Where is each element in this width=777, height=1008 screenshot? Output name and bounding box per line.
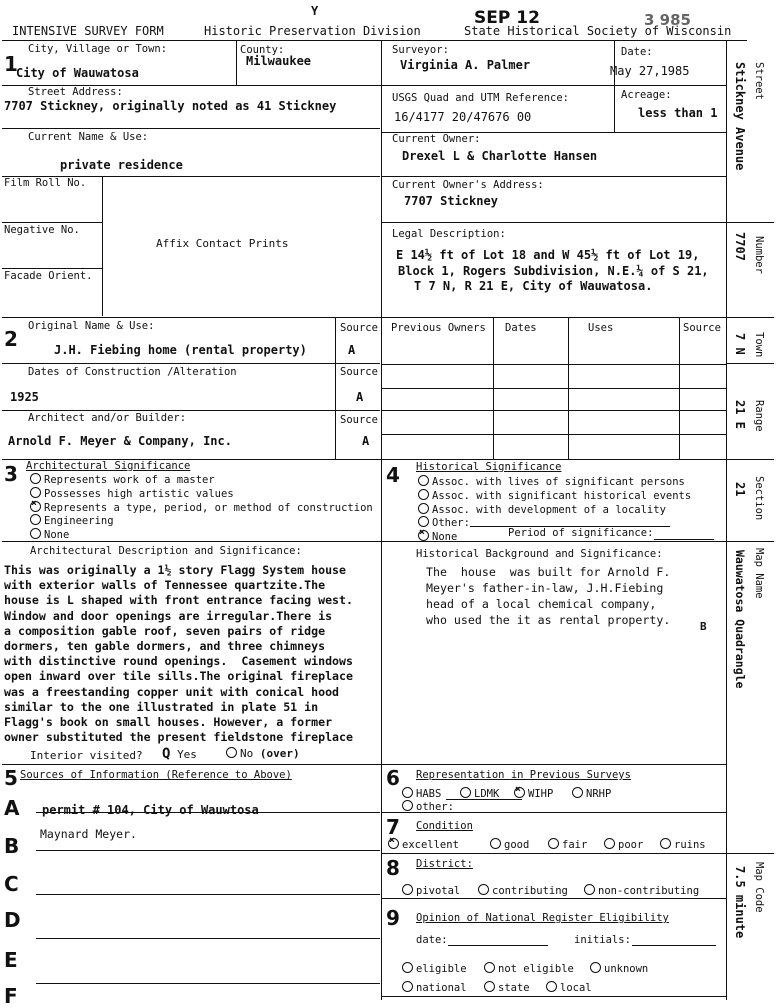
section-1-number: 1: [4, 52, 18, 76]
dates-label: Dates of Construction /Alteration: [28, 366, 237, 378]
dates-source: A: [356, 390, 364, 404]
county-label: County:: [240, 44, 285, 56]
sidebar-street-value: Stickney Avenue: [733, 62, 747, 171]
usgs-value: 16/4177 20/47676 00: [394, 110, 532, 124]
source-letter-e: E: [4, 948, 18, 972]
division: Historic Preservation Division: [204, 24, 421, 38]
sidebar-map-code-value: 7.5 minute: [733, 866, 747, 939]
street-label: Street Address:: [28, 86, 123, 98]
prev-source-header: Source: [683, 322, 721, 334]
prev-uses-header: Uses: [588, 322, 614, 334]
hist-significance-title: Historical Significance: [416, 461, 562, 473]
source-letter-c: C: [4, 872, 19, 896]
current-name-value: private residence: [60, 158, 183, 172]
district-non-contributing[interactable]: non-contributing: [584, 884, 699, 897]
section-5-number: 5: [4, 766, 18, 790]
legal-line-1: E 14½ ft of Lot 18 and W 45½ ft of Lot 19,: [396, 248, 700, 262]
arch-significance-title: Architectural Significance: [26, 460, 191, 472]
sidebar-number-label: Number: [753, 236, 765, 274]
usgs-label: USGS Quad and UTM Reference:: [392, 92, 570, 104]
hist-option-locality[interactable]: Assoc. with development of a locality: [418, 503, 691, 517]
owner-address-value: 7707 Stickney: [404, 194, 498, 208]
section-9-number: 9: [386, 906, 400, 930]
condition-excellent[interactable]: ×excellent: [388, 838, 459, 851]
district-contributing[interactable]: contributing: [478, 884, 568, 897]
original-name-source: A: [348, 343, 356, 357]
dates-value: 1925: [10, 390, 39, 404]
condition-fair[interactable]: fair: [548, 838, 587, 851]
owner-value: Drexel L & Charlotte Hansen: [402, 149, 598, 163]
source-label-3: Source: [340, 414, 378, 426]
survey-ldmk[interactable]: LDMK: [460, 787, 499, 800]
source-b-text: Maynard Meyer.: [40, 827, 137, 841]
street-value: 7707 Stickney, originally noted as 41 Stickney: [4, 99, 337, 113]
condition-poor[interactable]: poor: [604, 838, 643, 851]
acreage-value: less than 1: [638, 106, 718, 120]
prev-surveys-title: Representation in Previous Surveys: [416, 769, 631, 781]
elig-national[interactable]: national: [402, 981, 467, 994]
sidebar-section-label: Section: [753, 476, 765, 521]
film-roll-label: Film Roll No.: [4, 177, 87, 189]
elig-eligible[interactable]: eligible: [402, 962, 467, 975]
section-2-number: 2: [4, 327, 18, 351]
legal-line-3: T 7 N, R 21 E, City of Wauwatosa.: [414, 279, 653, 293]
interior-yes[interactable]: Q Yes: [162, 746, 197, 762]
surveyor-label: Surveyor:: [392, 44, 449, 56]
county-value: Milwaukee: [246, 54, 312, 68]
owner-label: Current Owner:: [392, 133, 481, 145]
date-value: May 27,1985: [610, 64, 690, 78]
arch-option-none[interactable]: None: [30, 528, 373, 542]
survey-habs[interactable]: HABS: [402, 787, 441, 800]
district-pivotal[interactable]: pivotal: [402, 884, 460, 897]
society: State Historical Society of Wisconsin: [464, 24, 732, 38]
sidebar-street-label: Street: [753, 62, 765, 100]
architect-label: Architect and/or Builder:: [28, 412, 187, 424]
eligibility-date-label: date:: [416, 934, 448, 946]
sidebar-range-value: 21 E: [733, 400, 747, 429]
source-letter-f: F: [4, 984, 18, 1008]
hist-background-mark: B: [700, 620, 707, 633]
sidebar-town-label: Town: [753, 332, 765, 358]
section-7-number: 7: [386, 815, 400, 839]
survey-other[interactable]: other:: [402, 800, 454, 813]
elig-local[interactable]: local: [546, 981, 592, 994]
condition-ruins[interactable]: ruins: [660, 838, 706, 851]
hist-option-none[interactable]: ×None: [418, 530, 691, 544]
architect-source: A: [362, 434, 370, 448]
source-letter-b: B: [4, 834, 20, 858]
section-4-number: 4: [386, 463, 400, 487]
owner-address-label: Current Owner's Address:: [392, 179, 544, 191]
arch-option-engineering[interactable]: Engineering: [30, 514, 373, 528]
source-a-text: permit # 104, City of Wauwtosa: [42, 803, 259, 817]
prev-dates-header: Dates: [505, 322, 537, 334]
prev-owners-header: Previous Owners: [391, 322, 486, 334]
hist-background-text: The house was built for Arnold F. Meyer's father-in-law, J.H.Fiebing head of a local chemical company, who used the it as rental property.: [426, 565, 671, 627]
current-name-label: Current Name & Use:: [28, 131, 149, 143]
sources-title: Sources of Information (Reference to Above): [20, 769, 292, 781]
acreage-label: Acreage:: [621, 89, 672, 101]
source-label-1: Source: [340, 322, 378, 334]
arch-description-text: This was originally a 1½ story Flagg System house with exterior walls of Tennessee quartzite.The house is L shaped with front entrance facing west. Window and door openings are irregular.There is a composition gable roof, seven pairs of ridge dormers, ten gable dormers, and three chimneys with distinctive round openings. Casement windows open inward over tile sills.The original fireplace was a freestanding copper unit with conical hood similar to the one illustrated in plate 51 in Flagg's book on small houses. However, a former owner substituted the present fieldstone fireplace: [4, 563, 354, 745]
arch-significance-options: [30, 473, 373, 542]
source-letter-a: A: [4, 796, 20, 820]
original-name-label: Original Name & Use:: [28, 320, 155, 332]
condition-good[interactable]: good: [490, 838, 529, 851]
hist-option-other[interactable]: Other:: [418, 516, 691, 530]
legal-line-2: Block 1, Rogers Subdivision, N.E.¼ of S 21,: [398, 264, 709, 278]
survey-nrhp[interactable]: NRHP: [572, 787, 611, 800]
negative-label: Negative No.: [4, 224, 80, 236]
hist-background-label: Historical Background and Significance:: [416, 548, 663, 560]
district-title: District:: [416, 858, 473, 870]
interior-no[interactable]: No (over): [226, 747, 300, 760]
survey-wihp[interactable]: × WIHP: [514, 787, 553, 800]
received-stamp-extra: 3 985: [644, 11, 691, 29]
arch-option-master[interactable]: Represents work of a master: [30, 473, 373, 487]
facade-label: Facade Orient.: [4, 270, 93, 282]
sidebar-map-name-value: Wauwatosa Quadrangle: [733, 550, 747, 689]
architect-value: Arnold F. Meyer & Company, Inc.: [8, 434, 232, 448]
arch-description-label: Architectural Description and Significance:: [30, 545, 302, 557]
condition-title: Condition: [416, 820, 473, 832]
sidebar-town-value: 7 N: [733, 333, 747, 355]
form-title: INTENSIVE SURVEY FORM: [12, 24, 164, 38]
period-label: Period of significance:: [508, 527, 654, 539]
city-value: City of Wauwatosa: [16, 66, 139, 80]
elig-state[interactable]: state: [484, 981, 530, 994]
top-mark: Y: [311, 4, 319, 18]
source-label-2: Source: [340, 366, 378, 378]
date-label: Date:: [621, 46, 653, 58]
eligibility-title: Opinion of National Register Eligibility: [416, 912, 669, 924]
arch-option-artistic[interactable]: Possesses high artistic values: [30, 487, 373, 501]
sidebar-section-value: 21: [733, 482, 747, 497]
hist-option-persons[interactable]: Assoc. with lives of significant persons: [418, 475, 691, 489]
sidebar-map-code-label: Map Code: [753, 862, 765, 913]
elig-unknown[interactable]: unknown: [590, 962, 648, 975]
hist-option-events[interactable]: Assoc. with significant historical events: [418, 489, 691, 503]
source-letter-d: D: [4, 908, 21, 932]
sidebar-range-label: Range: [753, 400, 765, 432]
surveyor-value: Virginia A. Palmer: [400, 58, 531, 72]
eligibility-initials-label: initials:: [574, 934, 631, 946]
sidebar-map-name-label: Map Name: [753, 548, 765, 599]
city-label: City, Village or Town:: [28, 43, 168, 55]
section-6-number: 6: [386, 766, 400, 790]
section-8-number: 8: [386, 856, 400, 880]
sidebar-number-value: 7707: [733, 232, 747, 261]
received-stamp: SEP 12: [474, 8, 540, 28]
interior-visited-label: Interior visited?: [30, 749, 143, 762]
elig-not-eligible[interactable]: not eligible: [484, 962, 574, 975]
original-name-value: J.H. Fiebing home (rental property): [54, 343, 307, 357]
arch-option-type-period[interactable]: ×Represents a type, period, or method of construction: [30, 501, 373, 515]
affix-prints-label: Affix Contact Prints: [156, 237, 289, 250]
legal-label: Legal Description:: [392, 228, 506, 240]
section-3-number: 3: [4, 462, 18, 486]
